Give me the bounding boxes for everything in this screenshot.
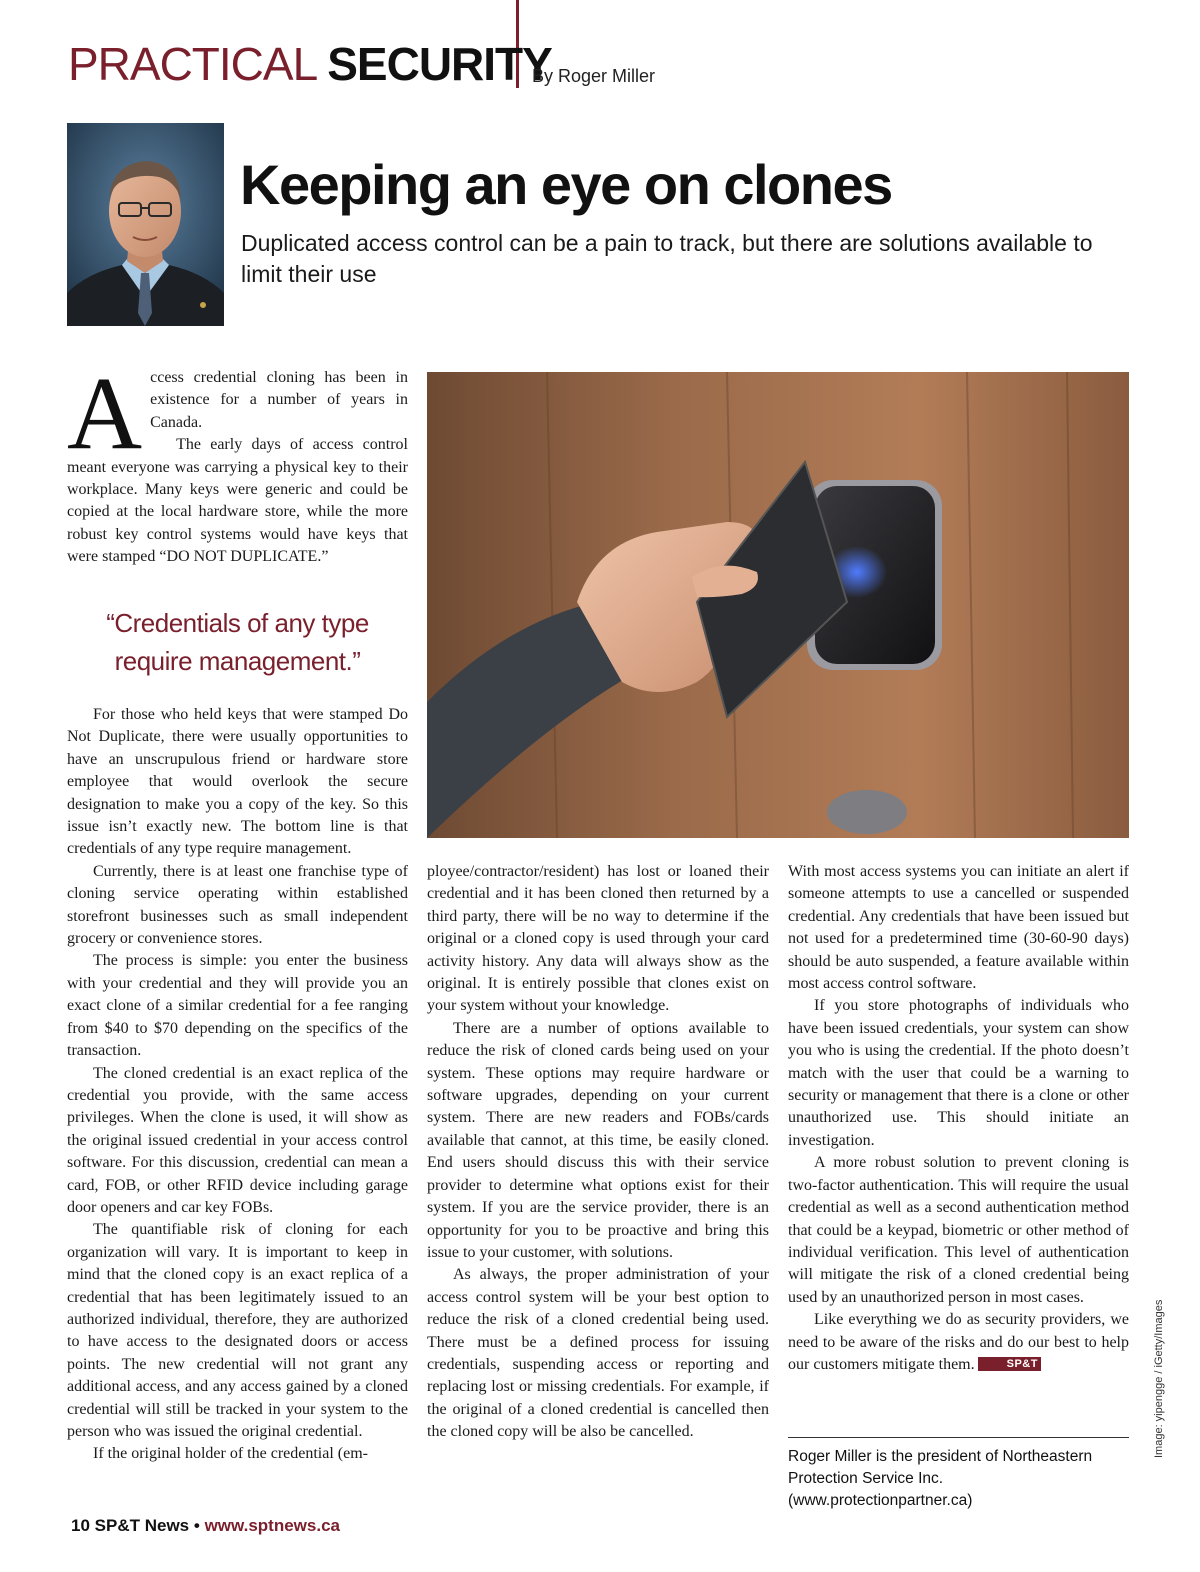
body-paragraph: If you store photographs of individuals who have been issued credentials, your system can show you who is using the credential. If the photo doesn’t match with the user that could be a warning to security or management that there is a clone or other unauthorized use. This should initiate an investigation.	[788, 997, 1129, 1149]
section-header	[68, 36, 552, 92]
main-photo	[427, 372, 1129, 838]
body-paragraph: If the original holder of the credential (em-	[93, 1445, 368, 1463]
body-paragraph: The early days of access control meant everyone was carrying a physical key to their workplace. Many keys were generic and could be copied at the local hardware store, while the more robust key control systems would have keys that were stamped “DO NOT DUPLICATE.”	[67, 436, 408, 566]
drop-cap: A	[67, 356, 143, 471]
page-footer	[71, 1516, 340, 1536]
paragraph-text: Like everything we do as security providers, we need to be aware of the risks and do our best to help our customers mitigate them.	[788, 1311, 1129, 1373]
body-column-2	[427, 861, 769, 1444]
footer-url-link[interactable]: www.sptnews.ca	[204, 1516, 340, 1535]
body-paragraph: There are a number of options available to reduce the risk of cloned cards being used on your system. These options may require hardware or software upgrades, depending on your current system. There are new readers and FOBs/cards available that cannot, at this time, be easily cloned. End users should discuss this with their service provider to determine what options exist for their system. If you are the service provider, there is an opportunity for you to be proactive and bring this issue to your customer, with solutions.	[427, 1019, 769, 1261]
pull-quote: “Credentials of any type require management.”	[106, 608, 369, 676]
article-deck: Duplicated access control can be a pain to track, but there are solutions available to limit their use	[241, 230, 1093, 287]
byline: By Roger Miller	[532, 66, 656, 86]
body-paragraph: The cloned credential is an exact replica of the credential you provide, with the same access privileges. When the clone is used, it will show as the original issued credential in your access control software. For this discussion, credential can mean a card, FOB, or other RFID device including garage door openers and car key FOBs.	[67, 1064, 408, 1216]
body-paragraph: For those who held keys that were stamped Do Not Duplicate, there were usually opportunities to have an unscrupulous friend or hardware store employee that would overlook the secure designation to make you a copy of the key. So this issue isn’t exactly new. The bottom line is that credentials of any type require management.	[67, 706, 408, 858]
bio-divider	[788, 1437, 1129, 1438]
body-paragraph: Currently, there is at least one franchise type of cloning service operating within established storefront businesses such as small independent grocery or convenience stores.	[67, 862, 408, 948]
publication-name: SP&T News	[94, 1516, 190, 1535]
section-label-security: SECURITY	[327, 38, 552, 90]
body-paragraph: With most access systems you can initiate an alert if someone attempts to use a cancelled or suspended credential. Any credentials that have been issued but not used for a predetermined time (30-60-90 days) should be auto suspended, a feature available within most access control software.	[788, 863, 1129, 993]
body-paragraph: The process is simple: you enter the business with your credential and they will provide you an exact clone of a similar credential for a fee ranging from $40 to $70 depending on the specifics of the transaction.	[67, 952, 408, 1060]
end-mark-icon: SP&T	[978, 1357, 1041, 1371]
paragraph-text: ccess credential cloning has been in existence for a number of years in Canada.	[150, 369, 408, 431]
section-label-practical: PRACTICAL	[68, 38, 316, 90]
body-column-3	[788, 861, 1129, 1376]
page-number: 10	[71, 1516, 90, 1535]
body-column-1-top	[67, 356, 408, 569]
photo-credit: Image: yipengge / iGetty/Images	[1153, 1299, 1165, 1458]
footer-bullet: •	[193, 1516, 200, 1535]
body-column-1-bottom	[67, 704, 408, 1466]
author-bio: Roger Miller is the president of Northeastern Protection Service Inc. (www.protectionpartner.ca)	[788, 1448, 1093, 1509]
body-paragraph: A more robust solution to prevent cloning is two-factor authentication. This will require the usual credential as well as a second authentication method that could be a keypad, biometric or other method of individual verification. This level of authentication will mitigate the risk of a cloned credential being used by an unauthorized person in most cases.	[788, 1154, 1129, 1306]
body-paragraph: ployee/contractor/resident) has lost or loaned their credential and it has been cloned then returned by a third party, there will be no way to determine if the original or a cloned copy is used through your card activity history. Any data will always show as the original. It is entirely possible that clones exist on your system without your knowledge.	[427, 863, 769, 1015]
body-paragraph	[67, 356, 408, 471]
section-label	[68, 36, 552, 92]
body-paragraph: As always, the proper administration of your access control system will be your best option to reduce the risk of a cloned credential being used. There must be a defined process for issuing credentials, suspending access or reporting and replacing lost or missing credentials. For example, if the original of a cloned credential is cancelled then the cloned copy will be also be cancelled.	[427, 1266, 769, 1441]
author-photo	[67, 123, 224, 326]
article-headline: Keeping an eye on clones	[240, 153, 892, 216]
body-paragraph: The quantifiable risk of cloning for each organization will vary. It is important to keep in mind that the cloned copy is an exact replica of a credential that has been legitimately issued to an authorized individual, therefore, they are authorized to have access to the designated doors or access points. The new credential will not grant any additional access, and any access gained by a cloned credential will still be tracked in your system to the person who was issued the original credential.	[67, 1221, 408, 1440]
body-paragraph	[788, 1309, 1129, 1376]
